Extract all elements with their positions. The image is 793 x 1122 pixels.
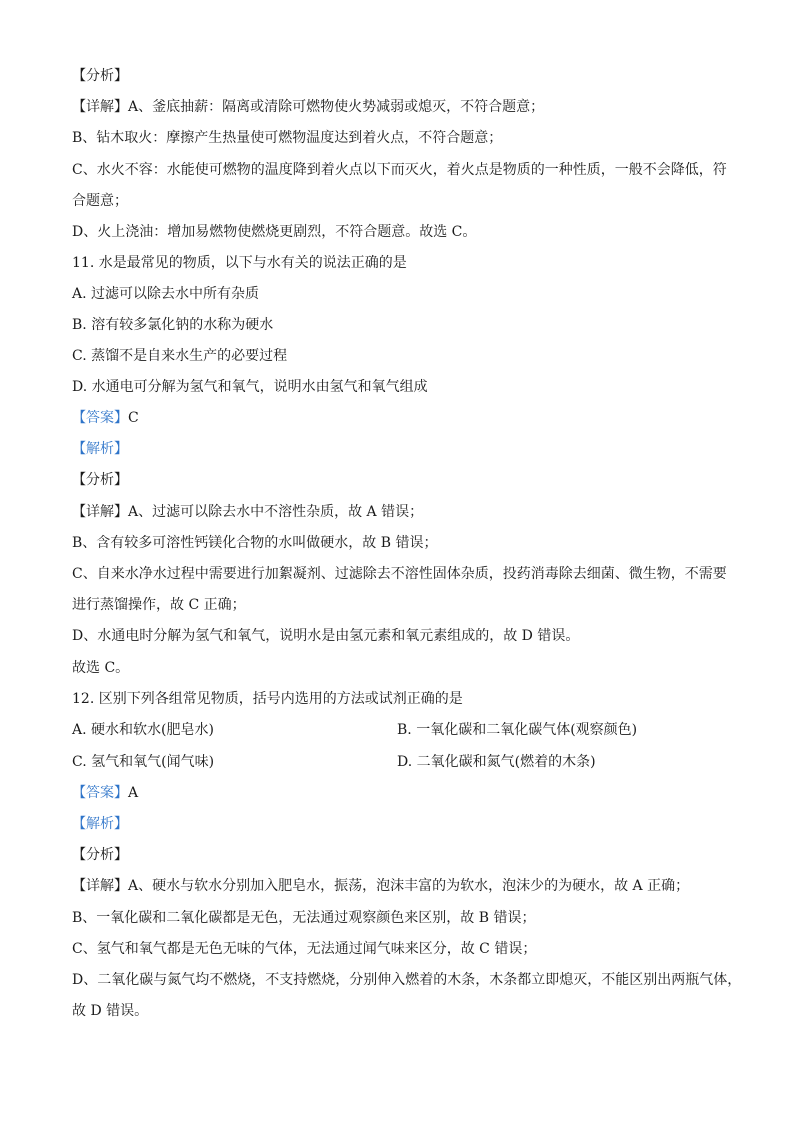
q12-explanation-label: 【解析】 — [72, 816, 128, 832]
q12-detail-d-line1: D、二氧化碳与氮气均不燃烧，不支持燃烧，分别伸入燃着的木条，木条都立即熄灭，不能区别出两瓶气体， — [72, 972, 742, 988]
q11-detail-c-line1: C、自来水净水过程中需要进行加絮凝剂、过滤除去不溶性固体杂质，投药消毒除去细菌、微生物，不需要 — [72, 566, 727, 582]
q12-answer-value: A — [128, 785, 139, 801]
q12-detail-b: B、一氧化碳和二氧化碳都是无色，无法通过观察颜色来区别，故 B 错误； — [72, 910, 536, 926]
q12-answer — [72, 783, 138, 803]
q12-detail-a — [72, 876, 689, 896]
q12-question: 12. 区别下列各组常见物质，括号内选用的方法或试剂正确的是 — [72, 691, 463, 707]
q11-detail-b: B、含有较多可溶性钙镁化合物的水叫做硬水，故 B 错误； — [72, 535, 438, 551]
q11-option-c: C. 蒸馏不是自来水生产的必要过程 — [72, 348, 288, 364]
q12-option-a: A. 硬水和软水(肥皂水) — [72, 722, 214, 738]
q10-detail-a — [72, 97, 544, 117]
q11-option-d: D. 水通电可分解为氢气和氧气，说明水由氢气和氧气组成 — [72, 379, 428, 395]
q10-detail-d: D、火上浇油：增加易燃物使燃烧更剧烈，不符合题意。故选 C。 — [72, 224, 477, 240]
q12-analysis-label: 【分析】 — [72, 847, 128, 863]
q11-detail-label: 【详解】 — [72, 504, 128, 520]
q12-option-c: C. 氢气和氧气(闻气味) — [72, 754, 215, 770]
q12-option-b: B. 一氧化碳和二氧化碳气体(观察颜色) — [397, 722, 638, 738]
q11-explanation-label: 【解析】 — [72, 441, 128, 457]
q10-analysis-label: 【分析】 — [72, 68, 128, 84]
q12-detail-label: 【详解】 — [72, 878, 128, 894]
q11-detail-a-text: A、过滤可以除去水中不溶性杂质，故 A 错误； — [128, 504, 424, 520]
q11-analysis-label: 【分析】 — [72, 472, 128, 488]
q10-detail-a-text: A、釜底抽薪：隔离或清除可燃物使火势减弱或熄灭，不符合题意； — [128, 99, 545, 115]
q10-detail-c-line2: 合题意； — [72, 193, 128, 209]
q11-answer — [72, 408, 139, 428]
q12-detail-c: C、氢气和氧气都是无色无味的气体，无法通过闻气味来区分，故 C 错误； — [72, 941, 537, 957]
q12-detail-d-line2: 故 D 错误。 — [72, 1003, 149, 1019]
q11-detail-a — [72, 502, 423, 522]
q11-question: 11. 水是最常见的物质，以下与水有关的说法正确的是 — [72, 255, 407, 271]
q11-detail-d: D、水通电时分解为氢气和氧气，说明水是由氢元素和氧元素组成的，故 D 错误。 — [72, 628, 580, 644]
q11-conclusion: 故选 C。 — [72, 660, 130, 676]
q10-detail-b: B、钻木取火：摩擦产生热量使可燃物温度达到着火点，不符合题意； — [72, 130, 503, 146]
q12-option-d: D. 二氧化碳和氮气(燃着的木条) — [397, 754, 596, 770]
q11-answer-label: 【答案】 — [72, 410, 128, 426]
q11-option-a: A. 过滤可以除去水中所有杂质 — [72, 286, 260, 302]
q11-detail-c-line2: 进行蒸馏操作，故 C 正确； — [72, 597, 246, 613]
q10-detail-label: 【详解】 — [72, 99, 128, 115]
q11-answer-value: C — [128, 410, 139, 426]
q11-option-b: B. 溶有较多氯化钠的水称为硬水 — [72, 317, 274, 333]
q12-answer-label: 【答案】 — [72, 785, 128, 801]
q12-detail-a-text: A、硬水与软水分别加入肥皂水，振荡，泡沫丰富的为软水，泡沫少的为硬水，故 A 正确； — [128, 878, 690, 894]
q10-detail-c-line1: C、水火不容：水能使可燃物的温度降到着火点以下而灭火，着火点是物质的一种性质，一般不会降低，符 — [72, 162, 727, 178]
